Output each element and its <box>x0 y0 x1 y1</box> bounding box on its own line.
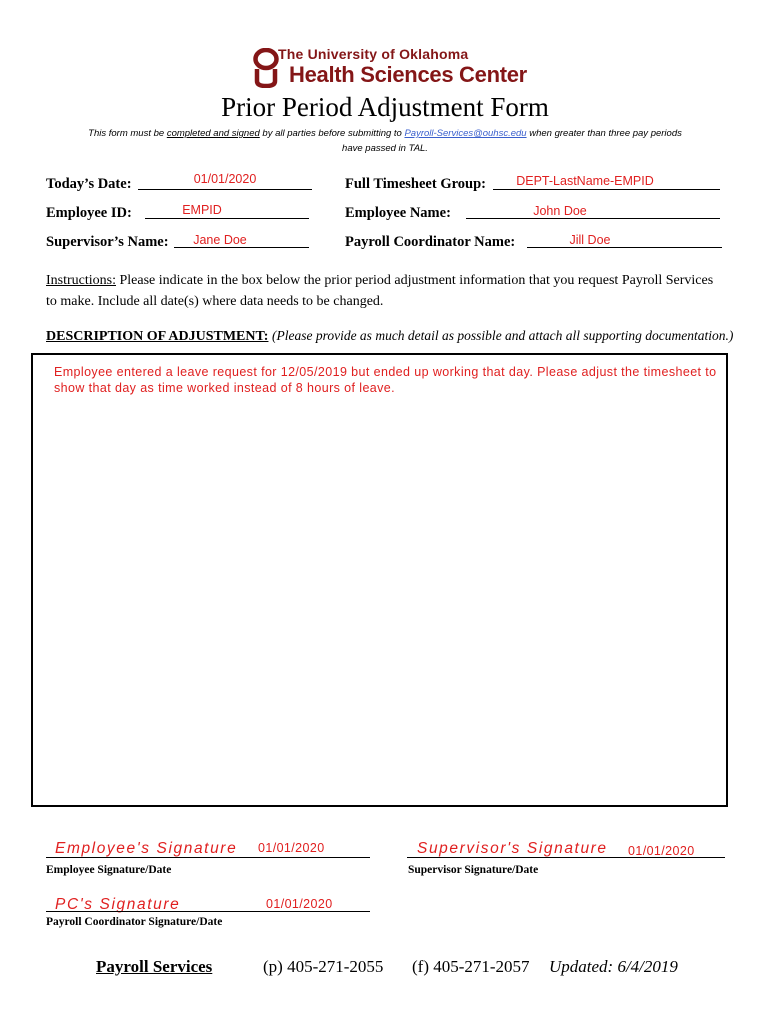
employee-name-label: Employee Name: <box>345 205 451 221</box>
employee-signature-caption: Employee Signature/Date <box>46 864 172 876</box>
email-link[interactable]: Payroll-Services@ouhsc.edu <box>404 128 527 139</box>
todays-date-field[interactable]: 01/01/2020 <box>193 172 257 186</box>
footer-updated: Updated: 6/4/2019 <box>549 957 678 976</box>
employee-signature-date[interactable]: 01/01/2020 <box>258 841 325 855</box>
employee-id-line <box>145 218 309 219</box>
university-name: The University of Oklahoma <box>278 46 469 62</box>
supervisor-signature-date[interactable]: 01/01/2020 <box>628 844 695 858</box>
supervisor-name-label: Supervisor’s Name: <box>46 234 169 250</box>
coordinator-signature-line <box>46 911 370 912</box>
coordinator-signature[interactable]: PC's Signature <box>55 896 181 913</box>
todays-date-line <box>138 189 312 190</box>
description-heading: DESCRIPTION OF ADJUSTMENT: (Please provide as much detail as possible and attach all supporting documentation.) <box>46 328 734 344</box>
timesheet-group-line <box>493 189 720 190</box>
employee-name-line <box>466 218 720 219</box>
description-text: Employee entered a leave request for 12/05/2019 but ended up working that day. Please adjust the timesheet to show that day as time worked instead of 8 hours of leave. <box>54 365 717 395</box>
timesheet-group-field[interactable]: DEPT-LastName-EMPID <box>516 174 654 188</box>
todays-date-label: Today’s Date: <box>46 176 132 192</box>
employee-id-label: Employee ID: <box>46 205 132 221</box>
coordinator-signature-caption: Payroll Coordinator Signature/Date <box>46 916 223 928</box>
payroll-coordinator-line <box>527 247 722 248</box>
timesheet-group-label: Full Timesheet Group: <box>345 176 486 192</box>
ou-logo-icon <box>253 48 279 88</box>
footer-phone: (p) 405-271-2055 <box>263 957 384 976</box>
supervisor-signature-line <box>407 857 725 858</box>
coordinator-signature-date[interactable]: 01/01/2020 <box>266 897 333 911</box>
supervisor-name-field[interactable]: Jane Doe <box>193 233 247 247</box>
supervisor-name-line <box>174 247 309 248</box>
footer-department: Payroll Services <box>96 957 213 976</box>
employee-signature-line <box>46 857 370 858</box>
center-name: Health Sciences Center <box>289 62 527 87</box>
footer-fax: (f) 405-271-2057 <box>412 957 530 976</box>
payroll-coordinator-label: Payroll Coordinator Name: <box>345 234 516 250</box>
instructions: Instructions: Please indicate in the box below the prior period adjustment information that you request Payroll Services to make. Include all date(s) where data needs to be changed. <box>46 273 714 309</box>
form-title: Prior Period Adjustment Form <box>221 92 549 122</box>
intro-text: This form must be completed and signed by all parties before submitting to Payroll-Services@ouhsc.edu when greater than three pay periods have passed in TAL. <box>88 128 682 154</box>
employee-id-field[interactable]: EMPID <box>182 203 222 217</box>
description-box[interactable] <box>31 353 728 807</box>
employee-name-field[interactable]: John Doe <box>533 204 587 218</box>
supervisor-signature[interactable]: Supervisor's Signature <box>417 840 608 857</box>
employee-signature[interactable]: Employee's Signature <box>55 840 238 857</box>
supervisor-signature-caption: Supervisor Signature/Date <box>408 864 539 876</box>
payroll-coordinator-field[interactable]: Jill Doe <box>569 233 611 247</box>
